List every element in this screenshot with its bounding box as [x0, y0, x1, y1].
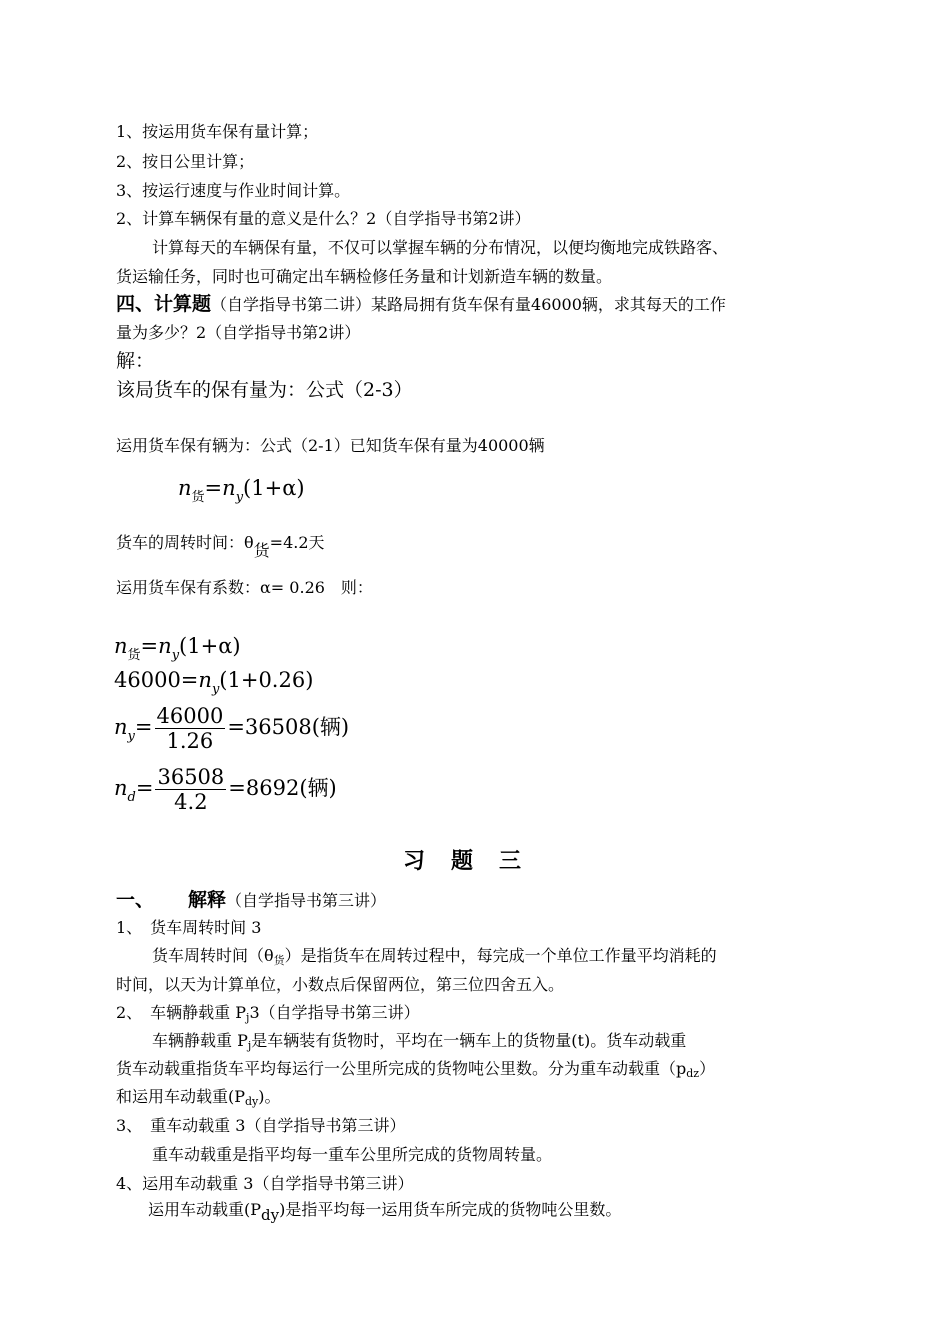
item-heading: 2、 车辆静载重 Pj3（自学指导书第三讲）: [116, 1003, 420, 1024]
section-title: 习题三: [402, 849, 547, 874]
text-line: 计算每天的车辆保有量，不仅可以掌握车辆的分布情况，以便均衡地完成铁路客、: [152, 238, 729, 257]
text-line: 运用车动载重(Pdy)是指平均每一运用货车所完成的货物吨公里数。: [148, 1200, 622, 1224]
item-heading: 1、 货车周转时间 3: [116, 918, 262, 937]
text-line: 2、计算车辆保有量的意义是什么？2（自学指导书第2讲）: [116, 209, 531, 228]
question-body: （自学指导书第二讲）某路局拥有货车保有量46000辆，求其每天的工作: [211, 295, 726, 314]
text-line: 运用货车保有系数：α= 0.26 则：: [116, 578, 373, 597]
text-line: 和运用车动载重(Pdy)。: [116, 1087, 281, 1108]
text-line: 运用货车保有辆为：公式（2-1）已知货车保有量为40000辆: [116, 436, 545, 455]
text-line: 3、按运行速度与作业时间计算。: [116, 181, 351, 200]
section-heading: 一、 解释（自学指导书第三讲）: [116, 889, 387, 911]
text-line: 货运输任务，同时也可确定出车辆检修任务量和计划新造车辆的数量。: [116, 267, 613, 286]
question-line: [116, 293, 726, 316]
text-line: 车辆静载重 Pj是车辆装有货物时，平均在一辆车上的货物量(t)。货车动载重: [152, 1031, 687, 1052]
item-heading: 3、 重车动载重 3（自学指导书第三讲）: [116, 1116, 406, 1135]
text-line: 该局货车的保有量为：公式（2-3）: [116, 379, 413, 401]
text-line: 货车周转时间（θ货）是指货车在周转过程中，每完成一个单位工作量平均消耗的: [152, 946, 717, 967]
text-line: 时间，以天为计算单位，小数点后保留两位，第三位四舍五入。: [116, 975, 565, 994]
text-line: 解：: [116, 350, 155, 372]
text-line: 1、按运用货车保有量计算；: [116, 122, 319, 141]
text-line: 量为多少？2（自学指导书第2讲）: [116, 323, 361, 342]
formula-3: $n_y=$ $\frac{46000}{1.26}$ =36508(辆): [114, 704, 350, 753]
fraction: $\frac{46000}{1.26}$: [156, 704, 224, 753]
question-heading: 四、计算题: [116, 293, 212, 315]
text-line: 货车动载重指货车平均每运行一公里所完成的货物吨公里数。分为重车动载重（pdz）: [116, 1059, 716, 1080]
formula-1: $n_货=n_y(1+\alpha)$: [114, 634, 241, 663]
fraction: $\frac{36508}{4.2}$: [157, 765, 225, 814]
formula-0: $n_货=n_y(1+\alpha)$: [178, 476, 305, 505]
text-line: 货车的周转时间：θ货=4.2天: [116, 533, 325, 560]
text-line: 2、按日公里计算；: [116, 152, 255, 171]
text-line: 重车动载重是指平均每一重车公里所完成的货物周转量。: [152, 1145, 553, 1164]
formula-2: $46000=n_y(1+0.26)$: [114, 668, 314, 697]
formula-4: $n_d=$ $\frac{36508}{4.2}$ =8692(辆): [114, 765, 337, 814]
item-heading: 4、运用车动载重 3（自学指导书第三讲）: [116, 1174, 414, 1193]
